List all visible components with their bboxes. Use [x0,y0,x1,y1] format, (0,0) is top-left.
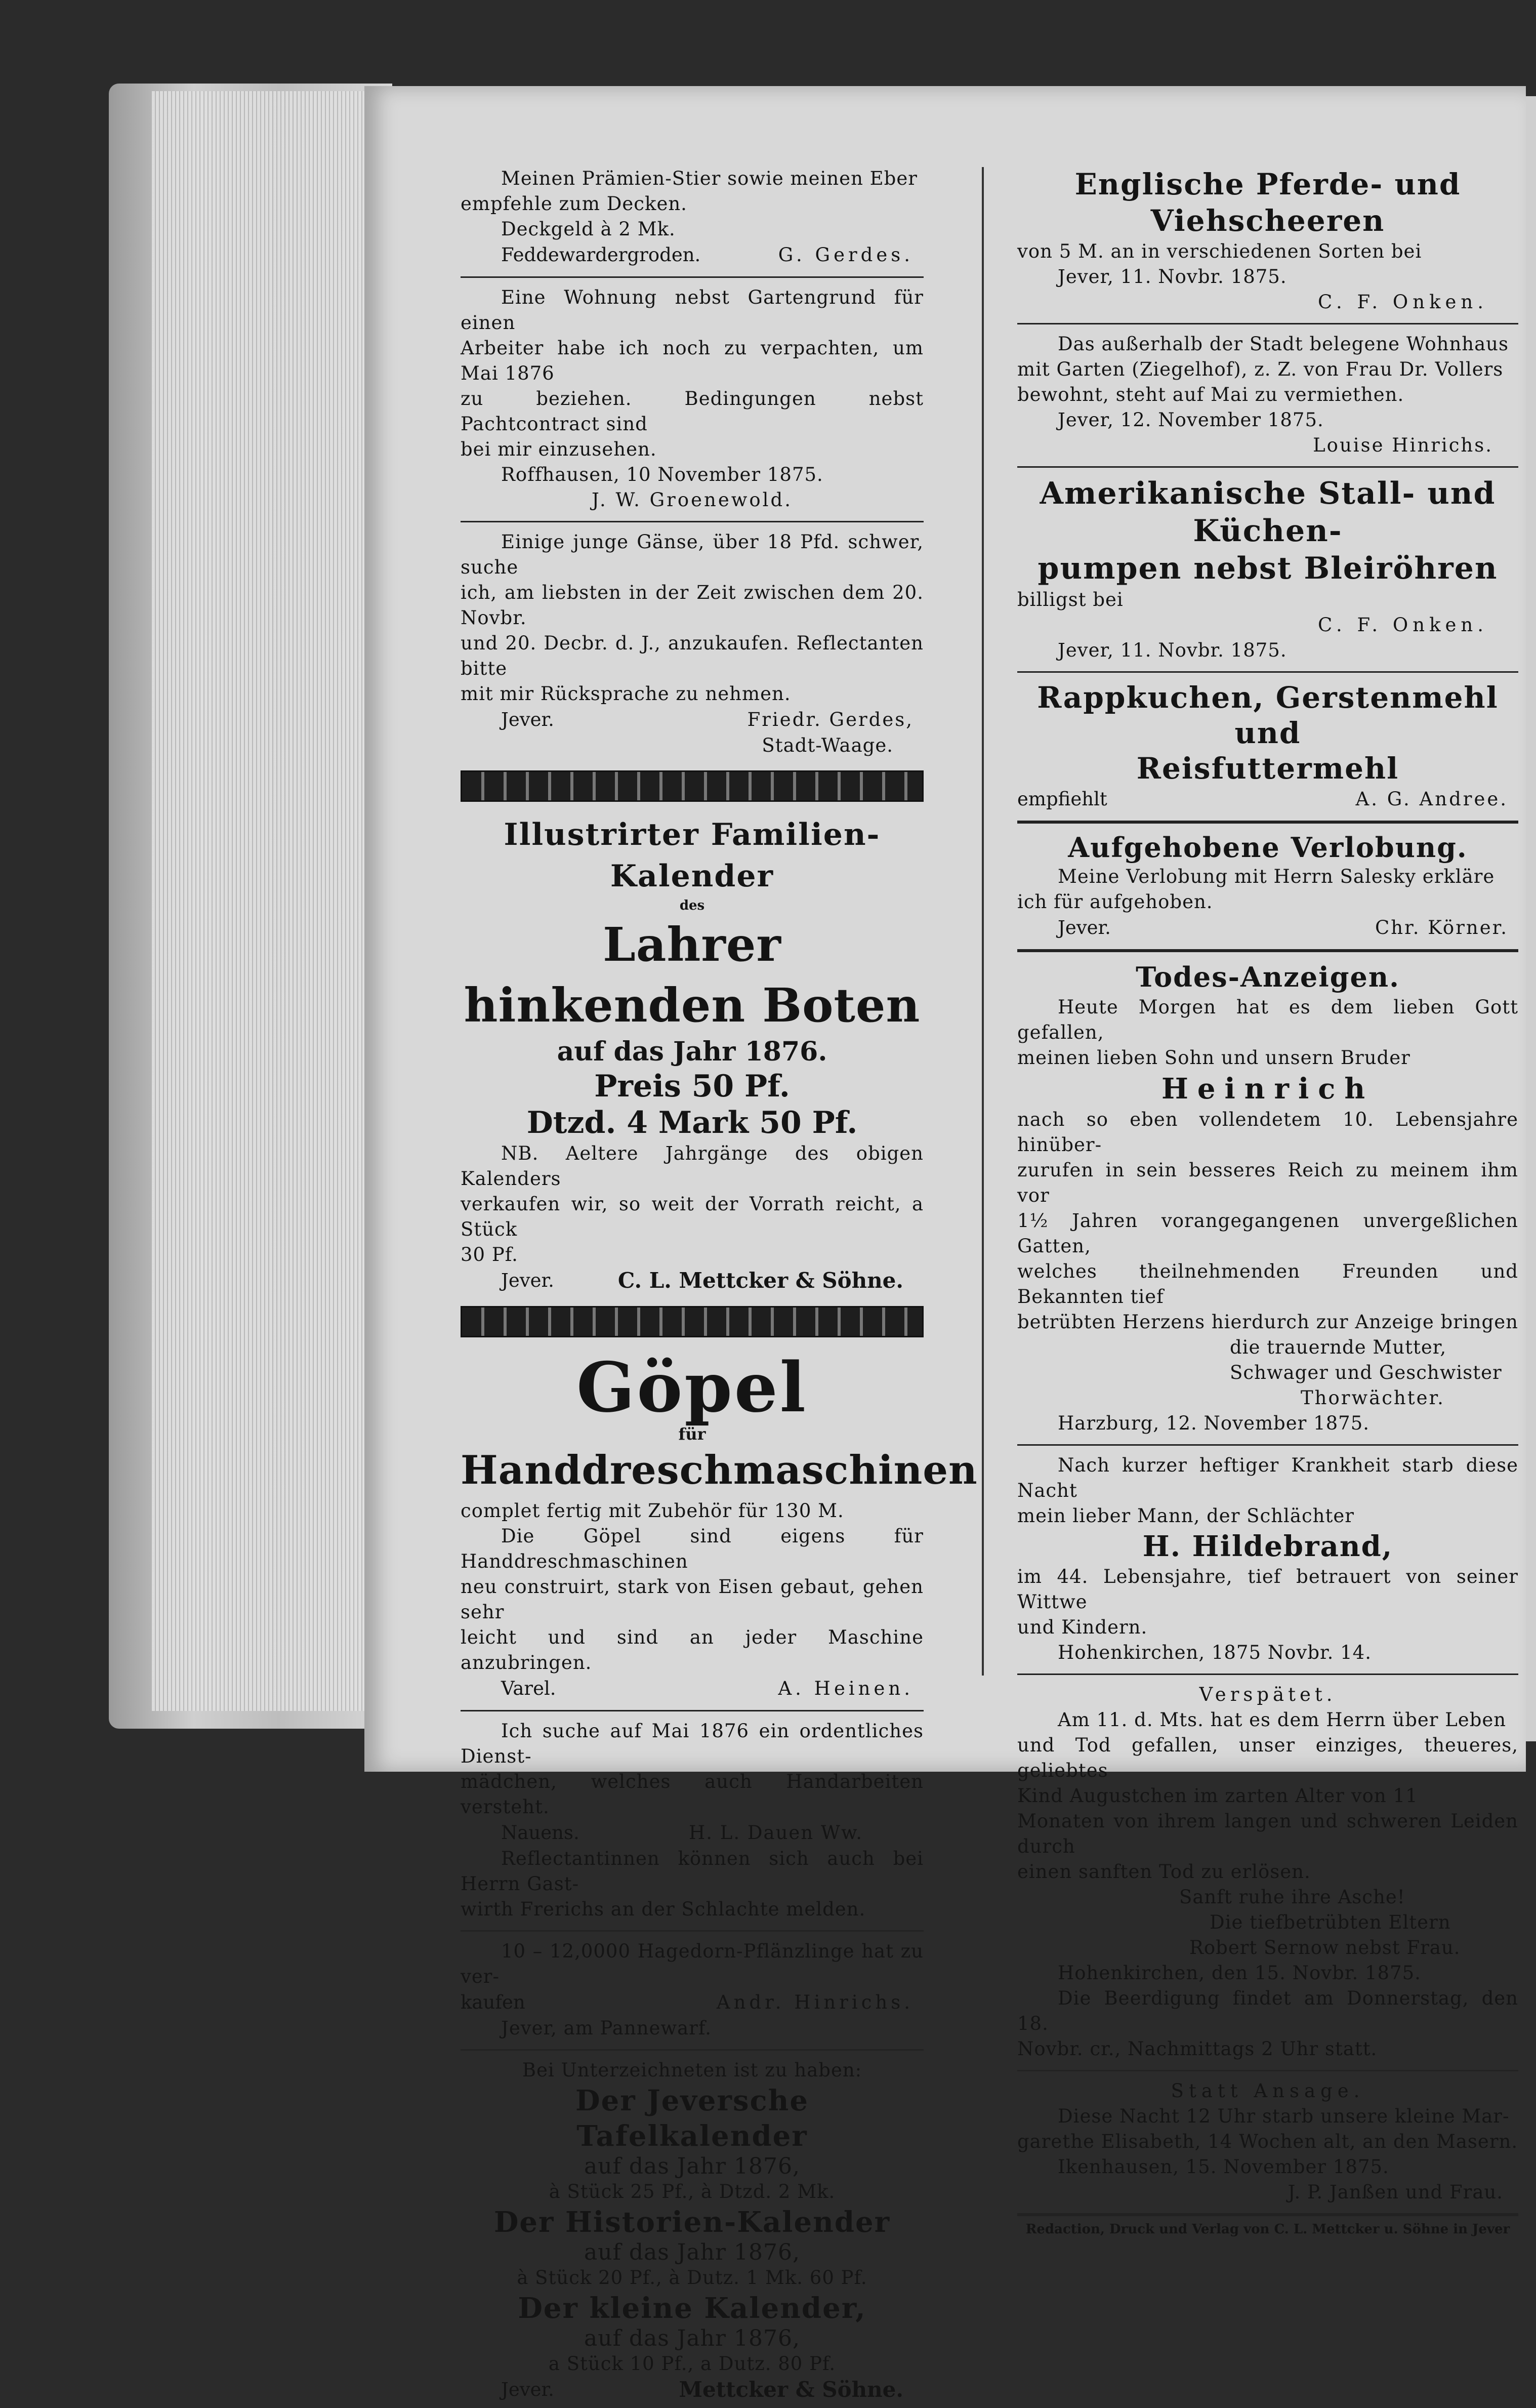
ad-text: empfehle zum Decken. [461,193,687,215]
ad-text: complet fertig mit Zubehör für 130 M. [461,1500,844,1522]
ad-price: à Stück 25 Pf., à Dtzd. 2 Mk. [549,2181,836,2202]
ad-wohnung [461,281,924,518]
ornamental-bar [461,1306,924,1337]
imprint-footer: Redaction, Druck und Verlag von C. L. Mettcker u. Söhne in Jever [1025,2222,1510,2237]
ad-headline: Reisfuttermehl [1136,751,1399,786]
ad-text: empfiehlt [1017,788,1107,810]
divider [1017,949,1518,952]
ad-text: bei mir einzusehen. [461,438,657,460]
ad-text: Novbr. cr., Nachmittags 2 Uhr statt. [1017,2038,1378,2060]
ad-familien-kalender [461,810,924,1299]
ad-text: Am 11. d. Mts. hat es dem Herrn über Leben [1058,1709,1507,1731]
ad-text: Eine Wohnung nebst Gartengrund für einen [461,287,924,334]
ad-rappkuchen [1017,676,1518,818]
ad-statt-ansage [1017,2074,1518,2210]
ad-text: mädchen, welches auch Handarbeiten versteht. [461,1771,924,1818]
ad-place: Jever. [501,709,554,730]
ad-text: bewohnt, steht auf Mai zu vermiethen. [1017,384,1404,405]
ad-text: wirth Frerichs an der Schlachte melden. [461,1898,866,1920]
ad-text: Bei Unterzeichneten ist zu haben: [522,2059,862,2081]
ad-text: mit mir Rücksprache zu nehmen. [461,683,791,705]
ad-signature: Friedr. Gerdes, [747,709,914,730]
left-column [461,162,978,2408]
divider [1017,323,1518,324]
ad-kalender-verkauf [461,2054,924,2408]
right-column [1017,162,1518,2239]
ad-headline: Der Jeversche Tafelkalender [575,2084,809,2153]
ad-date: Harzburg, 12. November 1875. [1058,1412,1370,1434]
ad-text: Monaten von ihrem langen und schweren Leiden durch [1017,1810,1518,1857]
ad-headline: Handdreschmaschinen [461,1447,978,1493]
ad-goepel [461,1345,978,1707]
page-stack [152,91,375,1711]
ad-headline: Lahrer hinkenden Boten [464,917,921,1033]
divider [461,1710,924,1711]
ad-text: Die Beerdigung findet am Donnerstag, den 18. [1017,1987,1518,2034]
ad-text: auf das Jahr 1876. [557,1036,827,1067]
divider [1017,2070,1518,2071]
ad-text: Einige junge Gänse, über 18 Pfd. schwer, suche [461,531,924,578]
ad-text: nach so eben vollendetem 10. Lebensjahre hinüber- [1017,1109,1518,1156]
divider [461,521,924,522]
column-rule [982,167,984,1676]
ad-text: NB. Aeltere Jahrgänge des obigen Kalenders [461,1142,924,1190]
ad-text: und 20. Decbr. d. J., anzukaufen. Reflectanten bitte [461,632,924,679]
ad-pumpen [1017,471,1518,668]
ad-text: welches theilnehmenden Freunden und Bekannten tief [1017,1260,1518,1308]
section-headline: Todes-Anzeigen. [1136,961,1400,993]
ad-text: garethe Elisabeth, 14 Wochen alt, an den Masern. [1017,2131,1518,2152]
ad-text: 30 Pf. [461,1244,518,1266]
ad-todes-anzeigen [1017,955,1518,1441]
ad-price: Dtzd. 4 Mark 50 Pf. [526,1105,858,1140]
ad-text: Diese Nacht 12 Uhr starb unsere kleine Mar- [1058,2105,1510,2127]
ad-signature: J. P. Janßen und Frau. [1288,2181,1503,2203]
deceased-name: H. Hildebrand, [1142,1530,1393,1563]
ad-text: auf das Jahr 1876, [584,2239,800,2265]
ad-signature: Mettcker & Söhne. [679,2377,903,2402]
ad-text: mein lieber Mann, der Schlächter [1017,1505,1354,1527]
ad-signature: Louise Hinrichs. [1313,434,1493,456]
ad-text: 1½ Jahren vorangegangenen unvergeßlichen Gatten, [1017,1210,1518,1257]
ad-text: leicht und sind an jeder Maschine anzubringen. [461,1626,924,1674]
ad-hagedorn [461,1935,924,2046]
ad-headline: pumpen nebst Bleiröhren [1037,551,1498,586]
divider [461,1930,924,1932]
ad-price: Preis 50 Pf. [594,1069,790,1104]
ad-signature: A. G. Andree. [1355,788,1508,810]
ad-date: Jever, 11. Novbr. 1875. [1058,639,1287,661]
ad-text: verkaufen wir, so weit der Vorrath reicht, a Stück [461,1193,924,1240]
divider [1017,671,1518,673]
ad-place: Feddewardergroden. [501,244,701,266]
ad-text: Reflectantinnen können sich auch bei Herrn Gast- [461,1848,924,1895]
ad-text: kaufen [461,1991,525,2013]
ad-place: Jever. [501,2379,554,2400]
ad-headline: Göpel [576,1347,808,1427]
ad-place: Varel. [501,1678,556,1699]
ad-date: Jever, 11. Novbr. 1875. [1058,266,1287,288]
ad-signature: Andr. Hinrichs. [716,1991,914,2013]
ad-signature: C. F. Onken. [1317,614,1488,636]
ad-verlobung [1017,827,1518,946]
ad-date: Ikenhausen, 15. November 1875. [1058,2156,1389,2178]
ad-text: einen sanften Tod zu erlösen. [1017,1861,1311,1883]
ad-place: Jever. [1058,917,1111,938]
ad-text: mit Garten (Ziegelhof), z. Z. von Frau Dr. Vollers [1017,358,1504,380]
ad-headline: Englische Pferde- und Viehscheeren [1074,167,1461,238]
ad-signature: J. W. Groenewold. [592,489,793,511]
ad-signature: Stadt-Waage. [762,734,893,756]
ad-date: Roffhausen, 10 November 1875. [501,464,823,485]
ad-signature: C. F. Onken. [1317,291,1488,313]
ad-place: Jever. [501,1270,554,1291]
ad-signature: C. L. Mettcker & Söhne. [617,1268,903,1293]
ad-text: von 5 M. an in verschiedenen Sorten bei [1017,240,1422,262]
ad-text: Meinen Prämien-Stier sowie meinen Eber [501,168,918,189]
ad-stier [461,162,924,273]
ad-text: und Kindern. [1017,1616,1148,1638]
ad-text: Die Göpel sind eigens für Handdreschmaschinen [461,1525,924,1572]
ad-text: des [679,898,705,913]
ad-signature: Robert Sernow nebst Frau. [1189,1937,1461,1958]
ad-text: neu construirt, stark von Eisen gebaut, gehen sehr [461,1576,924,1623]
ad-signature: H. L. Dauen Ww. [689,1822,863,1844]
ad-text: billigst bei [1017,589,1124,610]
ad-headline: Rappkuchen, Gerstenmehl und [1037,680,1499,750]
divider [1017,821,1518,824]
ad-text: betrübten Herzens hierdurch zur Anzeige bringen [1017,1311,1518,1333]
ad-headline: Illustrirter Familien-Kalender [504,817,881,894]
ad-headline: Der kleine Kalender, [518,2292,866,2325]
ad-headline: Aufgehobene Verlobung. [1068,831,1468,864]
ad-place: Jever, am Pannewarf. [501,2017,712,2039]
ad-signature: Chr. Körner. [1375,917,1508,938]
ad-subhead: Verspätet. [1199,1684,1337,1705]
ad-text: Meine Verlobung mit Herrn Salesky erkläre [1058,866,1495,887]
divider [461,2049,924,2051]
ad-signature: Thorwächter. [1301,1387,1445,1409]
ad-hildebrand [1017,1449,1518,1670]
ad-subhead: Statt Ansage. [1171,2080,1365,2102]
ad-signature: die trauernde Mutter, [1230,1336,1447,1358]
ad-text: Sanft ruhe ihre Asche! [1179,1886,1405,1908]
ad-text: auf das Jahr 1876, [584,2325,800,2351]
ad-text: Kind Augustchen im zarten Alter von 11 [1017,1785,1418,1807]
ad-text: 10 – 12,0000 Hagedorn-Pflänzlinge hat zu ver- [461,1940,924,1987]
ad-wohnhaus [1017,328,1518,463]
ad-headline: Der Historien-Kalender [493,2206,891,2239]
ad-verspaetet [1017,1678,1518,2067]
divider [1017,1444,1518,1446]
ad-text: und Tod gefallen, unser einziges, theueres, geliebtes [1017,1734,1518,1781]
ad-place: Nauens. [501,1822,579,1844]
ad-text: Ich suche auf Mai 1876 ein ordentliches Dienst- [461,1720,924,1767]
ad-headline: Amerikanische Stall- und Küchen- [1040,476,1496,549]
divider [1017,1674,1518,1675]
ad-date: Jever, 12. November 1875. [1058,409,1324,431]
ad-dienstmaedchen [461,1715,924,1927]
ad-price: a Stück 10 Pf., a Dutz. 80 Pf. [548,2353,836,2375]
ad-gaense [461,525,924,763]
ad-signature: Die tiefbetrübten Eltern [1210,1911,1451,1933]
ad-date: Hohenkirchen, 1875 Novbr. 14. [1058,1642,1372,1663]
ad-text: Deckgeld à 2 Mk. [501,218,676,240]
ad-text: Nach kurzer heftiger Krankheit starb diese Nacht [1017,1454,1518,1501]
ad-text: ich, am liebsten in der Zeit zwischen dem 20. Novbr. [461,582,924,629]
deceased-name: Heinrich [1161,1072,1375,1106]
ad-scheeren [1017,162,1518,320]
ad-text: ich für aufgehoben. [1017,891,1213,913]
ad-date: Hohenkirchen, den 15. Novbr. 1875. [1058,1962,1421,1984]
ad-text: zu beziehen. Bedingungen nebst Pachtcontract sind [461,388,924,435]
divider [1017,466,1518,468]
ad-text: meinen lieben Sohn und unsern Bruder [1017,1047,1410,1069]
ad-price: à Stück 20 Pf., à Dutz. 1 Mk. 60 Pf. [517,2267,867,2289]
ad-signature: G. Gerdes. [778,244,914,266]
ad-text: im 44. Lebensjahre, tief betrauert von seiner Wittwe [1017,1566,1518,1613]
ad-signature: A. Heinen. [778,1678,914,1699]
ad-text: Heute Morgen hat es dem lieben Gott gefallen, [1017,996,1518,1043]
ad-text: Das außerhalb der Stadt belegene Wohnhaus [1058,333,1509,355]
divider [1017,2213,1518,2216]
ad-text: Arbeiter habe ich noch zu verpachten, um Mai 1876 [461,337,924,384]
ad-text: für [678,1424,706,1444]
ornamental-bar [461,770,924,802]
divider [461,276,924,278]
ad-text: auf das Jahr 1876, [584,2153,800,2179]
ad-text: zurufen in sein besseres Reich zu meinem ihm vor [1017,1159,1518,1206]
newspaper-page [364,86,1526,2402]
ad-signature: Schwager und Geschwister [1230,1362,1502,1383]
